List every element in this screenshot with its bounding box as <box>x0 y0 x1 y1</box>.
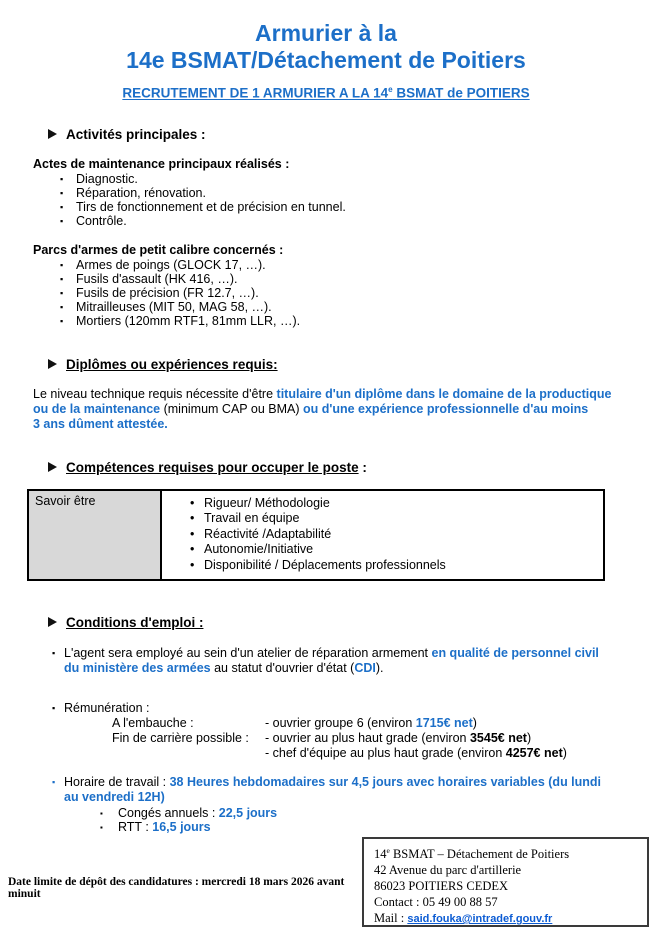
subheading-actes: Actes de maintenance principaux réalisés : <box>33 156 290 171</box>
square-bullet-icon: ▪ <box>60 215 64 226</box>
table-row <box>190 496 603 512</box>
table-row-label-cell: Savoir être <box>29 491 162 580</box>
section-heading-label: Activités principales : <box>66 126 206 142</box>
remuneration-row-label <box>112 746 265 761</box>
dot-bullet-icon: • <box>190 526 195 541</box>
list-item-label: Mortiers (120mm RTF1, 81mm LLR, …). <box>76 313 301 328</box>
contact-address-line: 42 Avenue du parc d'artillerie <box>374 863 522 878</box>
contact-text: BSMAT – Détachement de Poitiers <box>389 847 570 862</box>
paragraph-highlight: 3 ans dûment attestée. <box>33 416 168 431</box>
remuneration-row-value <box>265 731 531 746</box>
square-bullet-icon: ▪ <box>60 201 64 212</box>
contact-mail-line <box>374 910 647 927</box>
contact-box <box>362 837 649 927</box>
list-item <box>60 258 652 272</box>
contact-city-line: 86023 POITIERS CEDEX <box>374 879 509 894</box>
remuneration-row <box>112 716 652 731</box>
list-item-label: Fusils de précision (FR 12.7, …). <box>76 285 259 300</box>
square-bullet-icon: ▪ <box>52 777 56 787</box>
salary-highlight: 1715€ net <box>415 716 473 730</box>
arrow-bullet-icon <box>48 129 57 139</box>
remuneration-row <box>112 731 652 746</box>
contact-unit-line <box>374 843 647 862</box>
square-bullet-icon: ▪ <box>100 809 103 818</box>
value-text: ) <box>562 746 567 760</box>
remuneration-label: Rémunération : <box>64 701 150 715</box>
section-heading-activites <box>48 127 652 142</box>
list-item <box>100 807 652 821</box>
table-cell-value: Autonomie/Initiative <box>204 542 314 556</box>
dot-bullet-icon: • <box>190 542 195 556</box>
item-highlight: au vendredi 12H) <box>64 790 165 804</box>
section-heading-conditions <box>48 615 652 630</box>
table-cell-value: Travail en équipe <box>204 511 300 525</box>
remuneration-row-value <box>265 746 567 761</box>
subtitle-superscript: e <box>388 85 393 94</box>
list-item-label: Armes de poings (GLOCK 17, …). <box>76 257 266 272</box>
square-bullet-icon: ▪ <box>52 648 56 658</box>
dot-bullet-icon: • <box>190 495 195 510</box>
cdi-highlight: CDI <box>354 661 376 675</box>
dot-bullet-icon: • <box>190 511 195 525</box>
square-bullet-icon: ▪ <box>100 822 103 832</box>
list-item <box>60 186 652 200</box>
square-bullet-icon: ▪ <box>60 259 64 270</box>
list-item <box>100 821 652 835</box>
list-item-label: Mitrailleuses (MIT 50, MAG 58, …). <box>76 299 272 314</box>
remuneration-rows <box>112 716 652 761</box>
list-item <box>60 314 652 328</box>
paragraph-text: (minimum CAP ou BMA) <box>163 401 303 416</box>
table-row <box>190 542 603 558</box>
recruitment-subtitle <box>0 85 652 101</box>
deadline-text: Date limite de dépôt des candidatures : mercredi 18 mars 2026 avant minuit <box>8 876 345 900</box>
list-item-label: Réparation, rénovation. <box>76 185 206 200</box>
list-item <box>60 272 652 286</box>
section-heading-label: Compétences requises pour occuper le poste <box>66 459 359 475</box>
contact-text: 14 <box>374 847 387 862</box>
remuneration-row-label: A l'embauche : <box>112 716 194 730</box>
list-item-label: Contrôle. <box>76 213 127 228</box>
table-cell-value: Réactivité /Adaptabilité <box>204 526 332 541</box>
item-highlight: 16,5 jours <box>152 819 211 834</box>
mail-label: Mail : <box>374 911 408 926</box>
value-text: - chef d'équipe au plus haut grade (environ <box>265 746 506 760</box>
table-values-cell <box>162 491 603 580</box>
square-bullet-icon: ▪ <box>60 301 64 312</box>
competences-table <box>27 489 605 582</box>
item-highlight: en qualité de personnel civil <box>431 646 599 660</box>
item-highlight: 38 Heures hebdomadaires sur 4,5 jours avec horaires variables (du lundi <box>169 775 602 789</box>
arrow-bullet-icon <box>48 359 57 369</box>
list-item-label: Tirs de fonctionnement et de précision en tunnel. <box>76 199 346 214</box>
list-item-label: Diagnostic. <box>76 171 138 186</box>
paragraph-highlight: ou d'une expérience professionnelle d'au moins <box>302 401 589 416</box>
salary-bold: 4257€ net <box>505 746 563 760</box>
salary-bold: 3545€ net <box>469 731 527 745</box>
arrow-bullet-icon <box>48 617 57 627</box>
list-item <box>60 300 652 314</box>
paragraph-highlight: ou de la maintenance <box>33 401 164 416</box>
square-bullet-icon: ▪ <box>60 187 64 198</box>
item-text: au statut d'ouvrier d'état ( <box>214 661 355 675</box>
square-bullet-icon: ▪ <box>60 287 64 298</box>
remuneration-item <box>52 701 622 716</box>
section-heading-diplomes <box>48 357 652 372</box>
section-heading-competences <box>48 460 652 475</box>
remuneration-row-value <box>265 716 477 731</box>
square-bullet-icon: ▪ <box>60 315 64 326</box>
contact-superscript: e <box>386 846 390 855</box>
dot-bullet-icon: • <box>190 557 195 572</box>
item-text: L'agent sera employé au sein d'un atelier de réparation armement <box>64 646 432 660</box>
document-header <box>0 0 652 101</box>
table-row <box>190 558 603 574</box>
horaire-sub-list <box>100 807 652 834</box>
subtitle-text: RECRUTEMENT DE 1 ARMURIER A LA 14 <box>122 85 389 101</box>
item-text: RTT : <box>118 819 153 834</box>
section-heading-label: Conditions d'emploi : <box>66 615 204 630</box>
list-item-label: Fusils d'assault (HK 416, …). <box>76 271 238 286</box>
paragraph-highlight: titulaire d'un diplôme dans le domaine de la productique <box>276 386 612 401</box>
value-text: - ouvrier au plus haut grade (environ <box>265 731 470 745</box>
parcs-list <box>60 258 652 328</box>
section-heading-colon: : <box>358 459 367 475</box>
table-cell-value: Rigueur/ Méthodologie <box>204 495 330 510</box>
list-item <box>60 214 652 228</box>
horaire-item <box>52 775 652 805</box>
item-text: Horaire de travail : <box>64 775 170 789</box>
actes-list <box>60 172 652 228</box>
item-text: Congés annuels : <box>118 806 219 820</box>
value-text: ) <box>526 731 532 745</box>
subtitle-text-post: BSMAT de POITIERS <box>392 85 530 101</box>
remuneration-row <box>112 746 652 761</box>
item-highlight: du ministère des armées <box>64 661 215 675</box>
square-bullet-icon: ▪ <box>60 273 64 284</box>
table-row <box>190 527 603 543</box>
agent-status-item <box>52 646 632 676</box>
mail-link[interactable]: said.fouka@intradef.gouv.fr <box>407 913 553 926</box>
remuneration-row-label: Fin de carrière possible : <box>112 731 249 745</box>
page-title-line1: Armurier à la <box>255 20 397 46</box>
section-heading-label: Diplômes ou expériences requis: <box>66 356 278 372</box>
table-cell-value: Disponibilité / Déplacements professionnels <box>204 557 446 572</box>
subheading-parcs: Parcs d'armes de petit calibre concernés : <box>33 242 284 257</box>
item-highlight: 22,5 jours <box>218 806 278 820</box>
value-text: ) <box>472 716 477 730</box>
page-title-line2: 14e BSMAT/Détachement de Poitiers <box>126 47 526 73</box>
square-bullet-icon: ▪ <box>52 703 56 713</box>
item-text: ). <box>375 661 384 675</box>
arrow-bullet-icon <box>48 462 57 472</box>
paragraph-text: Le niveau technique requis nécessite d'être <box>33 386 277 401</box>
contact-phone-line: Contact : 05 49 00 88 57 <box>374 895 498 910</box>
square-bullet-icon: ▪ <box>60 173 64 184</box>
diplomes-paragraph <box>33 387 625 432</box>
value-text: - ouvrier groupe 6 (environ <box>265 716 416 730</box>
list-item <box>60 200 652 214</box>
table-row <box>190 511 603 527</box>
list-item <box>60 286 652 300</box>
list-item <box>60 172 652 186</box>
